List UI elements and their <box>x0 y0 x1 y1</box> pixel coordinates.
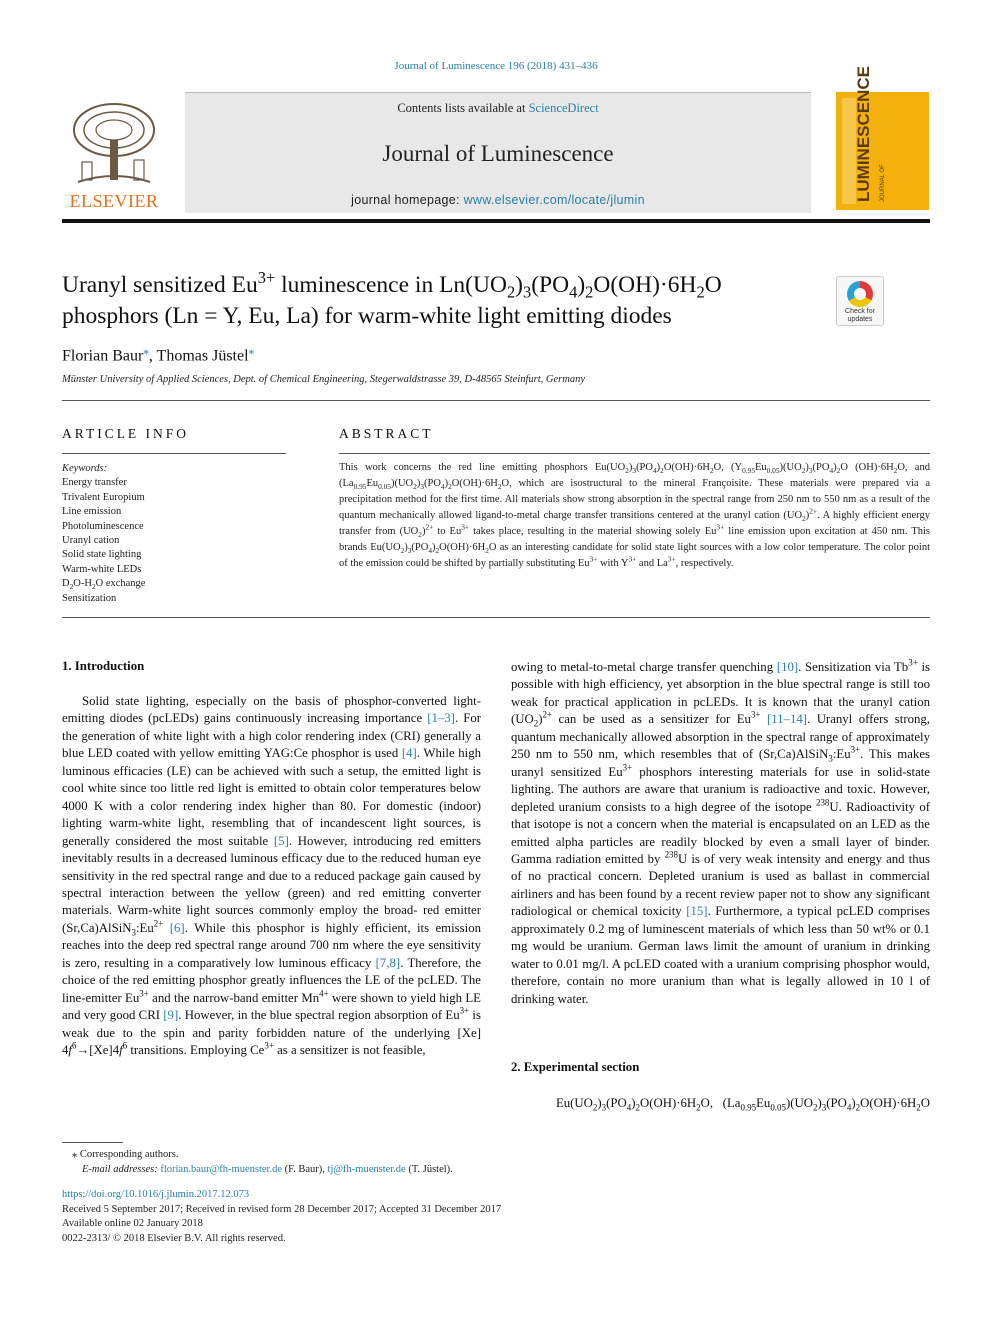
sciencedirect-link[interactable]: ScienceDirect <box>528 101 599 115</box>
journal-homepage-link[interactable]: www.elsevier.com/locate/jlumin <box>463 193 645 207</box>
crossmark-label: Check for updates <box>845 308 875 323</box>
keyword-item: Trivalent Europium <box>62 491 145 503</box>
affiliation: Münster University of Applied Sciences, Dept. of Chemical Engineering, Stegerwaldstrasse 39, D-48565 Steinfurt, Germany <box>62 374 585 385</box>
keywords-heading: Keywords: <box>62 463 108 474</box>
keyword-item: $D_2O-H_2O$ exchange <box>62 578 146 592</box>
author-list: Florian Baur⁎, Thomas Jüstel⁎ <box>62 345 255 365</box>
journal-reference-link[interactable]: Journal of Luminescence 196 (2018) 431–436 <box>394 60 598 72</box>
journal-masthead <box>185 92 811 213</box>
section-title-experimental: 2. Experimental section <box>511 1060 640 1074</box>
citation-link[interactable]: [7,8] <box>375 955 401 970</box>
keyword-item: Sensitization <box>62 592 117 604</box>
section-title-introduction: 1. Introduction <box>62 659 145 673</box>
crossmark-badge[interactable] <box>836 276 884 326</box>
author-name[interactable]: Thomas Jüstel <box>156 347 249 365</box>
elsevier-tree-icon <box>68 100 160 186</box>
keyword-item: Energy transfer <box>62 477 127 489</box>
online-date: Available online 02 January 2018 <box>62 1218 203 1229</box>
homepage-line: journal homepage: www.elsevier.com/locate/jlumin <box>351 193 645 207</box>
keyword-item: Photoluminescence <box>62 520 144 532</box>
journal-name: Journal of Luminescence <box>382 141 614 166</box>
email-link[interactable]: florian.baur@fh-muenster.de <box>160 1164 282 1175</box>
introduction-paragraph: Solid state lighting, especially on the basis of phosphor-converted light-emitting diodes (pcLEDs) gains continuously increasing importance [1–3]. For the generation of white light with a high color rendering index (CRI) generally a blue LED coated with yellow emitting YAG:Ce phosphor is used [4]. While high luminous efficacies (LE) can be achieved with such a setup, the emitted light is cool white since too little red light is emitted to obtain color temperatures below 4000 K with a color rendering index higher than 80. For domestic (indoor) lighting warm-white light, resembling that of incandescent light sources, is generally considered the most suitable [5]. However, introducing red emitters inevitably results in a decreased luminous efficacy due to the reduced human eye sensitivity in the red spectral range and due to a reduced package gain caused by spectral interaction between the yellow (green) and red emitting converter materials. Warm-white light sources commonly employ the broad- red emitter $(Sr,Ca)AlSiN_3:Eu^{2+}$ [6]. While this phosphor is highly efficient, its emission reaches into the deep red spectral range around 700 nm where the eye sensitivity is zero, resulting in a comparatively low luminous efficacy [7,8]. Therefore, the choice of the red emitting phosphor greatly influences the LE of the pcLED. The line-emitter $Eu^{3+}$ and the narrow-band emitter $Mn^{4+}$ were shown to yield high LE and very good CRI [9]. However, in the blue spectral region absorption of $Eu^{3+}$ is weak due to the spin and parity forbidden nature of the underlying [Xe] $4f^6\to[Xe]4f^6$ transitions. Employing $Ce^{3+}$ as a sensitizer is not feasible, <box>62 694 482 1058</box>
journal-cover-thumbnail[interactable] <box>836 65 929 210</box>
citation-link[interactable]: [9] <box>163 1008 179 1023</box>
author-name[interactable]: Florian Baur <box>62 347 144 365</box>
abstract-text: This work concerns the red line emitting phosphors $Eu(UO_2)_3(PO_4)_2O(OH)\cdot 6H_2O$, $(Y_{0.95}Eu_{0.05})(UO_2)_3(PO_4)_2O$ $(OH)\cdot 6H_2O$, and $(La_{0.95}Eu_{0.05})(UO_2)_3(PO_4)_2O(OH)\cdot 6H_2O$, which are isostructural to the mineral Françoisite. These materials were prepared via a precipitation method for the first time. All materials show strong absorption in the spectral range from 250 nm to 550 nm as a result of the quantum mechanically allowed ligand-to-metal charge transfer transitions centered at the uranyl cation $(UO_2)^{2+}$. A highly efficient energy transfer from $(UO_2)^{2+}$ to $Eu^{3+}$ takes place, resulting in the material showing solely $Eu^{3+}$ line emission upon excitation at 450 nm. This brands $Eu(UO_2)_3(PO_4)_2O(OH)\cdot 6H_2O$ as an interesting candidate for solid state light sources with a low color temperature. The color point of the emission could be shifted by partially substituting $Eu^{3+}$ with $Y^{3+}$ and $La^{3+}$, respectively. <box>339 462 931 569</box>
email-link[interactable]: tj@fh-muenster.de <box>327 1164 406 1175</box>
received-dates: Received 5 September 2017; Received in revised form 28 December 2017; Accepted 31 December 2017 <box>62 1203 502 1215</box>
citation-link[interactable]: [5] <box>273 833 289 848</box>
cover-subtitle: JOURNAL OF <box>880 164 886 202</box>
crossmark-icon <box>847 281 873 307</box>
citation-link[interactable]: [1–3] <box>427 711 455 726</box>
abstract-heading: ABSTRACT <box>339 426 434 441</box>
article-metadata <box>62 1188 501 1246</box>
footnotes <box>62 1147 453 1177</box>
citation-link[interactable]: [11–14] <box>766 712 808 727</box>
keyword-item: Line emission <box>62 506 122 518</box>
citation-link[interactable]: [4] <box>401 746 417 761</box>
cover-title: LUMINESCENCE <box>854 65 873 202</box>
corresponding-note: ⁎ Corresponding authors. <box>72 1149 179 1160</box>
contents-line: Contents lists available at ScienceDirect <box>397 101 599 115</box>
elsevier-wordmark: ELSEVIER <box>69 191 159 211</box>
corresponding-star-icon[interactable]: ⁎ <box>143 345 149 357</box>
compound-formulas: $Eu(UO_2)_3(PO_4)_2O(OH)\cdot 6H_2O$, $(La_{0.95}Eu_{0.05})(UO_2)_3(PO_4)_2O(OH)\cdot 6H_2O$ <box>555 1096 930 1113</box>
citation-link[interactable]: [15] <box>686 904 708 919</box>
article-title: Uranyl sensitized $Eu^{3+}$ luminescence in $Ln(UO_2)_3(PO_4)_2O(OH)\cdot 6H_2O$ phosphors (Ln = Y, Eu, La) for warm-white light emitting diodes <box>62 268 722 329</box>
keyword-item: Uranyl cation <box>62 535 120 547</box>
keyword-item: Solid state lighting <box>62 549 142 561</box>
header-rule <box>62 219 930 223</box>
abstract-rule <box>339 453 930 454</box>
introduction-paragraph-continued: owing to metal-to-metal charge transfer quenching [10]. Sensitization via $Tb^{3+}$ is possible with high efficiency, yet absorption in the blue spectral range is still too weak for practical application in pcLEDs. It is known that the uranyl cation $(UO_2)^{2+}$ can be used as a sensitizer for $Eu^{3+}$ [11–14]. Uranyl offers strong, quantum mechanically allowed absorption in the spectral range of approximately 250 nm to 550 nm, which resembles that of $(Sr,Ca)AlSiN_3:Eu^{3+}$. This makes uranyl sensitized $Eu^{3+}$ phosphors interesting materials for use in solid-state lighting. The authors are aware that uranium is radioactive and toxic. However, depleted uranium consists to a high degree of the isotope $^{238}$U. Radioactivity of that isotope is not a concern when the material is encapsulated on an LED as the emitted alpha particles are readily blocked by even a small layer of binder. Gamma radiation emitted by $^{238}$U is of very weak intensity and energy and thus of no practical concern. Depleted uranium is used as ballast in commercial airliners and has been found by a recent review paper not to show any significant radiological or chemical toxicity [15]. Furthermore, a typical pcLED comprises approximately 0.2 mg of luminescent materials of which less than 50 wt% or 0.1 mg would be uranium. German laws limit the amount of uranium in drinking water to 0.01 mg/l. A pcLED coated with a uranium comprising phosphor would, therefore, contain no more uranium than what is legally allowed in 10 l of drinking water. <box>511 657 930 1006</box>
footnote-rule <box>62 1142 123 1143</box>
title-rule <box>62 400 930 401</box>
keywords-list <box>62 462 292 606</box>
article-info-rule <box>62 453 286 454</box>
copyright-line: 0022-2313/ © 2018 Elsevier B.V. All rights reserved. <box>62 1232 286 1244</box>
keyword-item: Warm-white LEDs <box>62 563 142 575</box>
abstract-bottom-rule <box>62 617 930 618</box>
elsevier-logo <box>62 98 166 212</box>
corresponding-star-icon[interactable]: ⁎ <box>248 345 255 357</box>
citation-link[interactable]: [6] <box>169 920 185 935</box>
citation-link[interactable]: [10] <box>776 660 799 674</box>
article-info-heading: ARTICLE INFO <box>62 426 190 441</box>
doi-link[interactable]: https://doi.org/10.1016/j.jlumin.2017.12.073 <box>62 1189 250 1200</box>
email-line: E-mail addresses: florian.baur@fh-muenster.de (F. Baur), tj@fh-muenster.de (T. Jüstel). <box>82 1164 453 1175</box>
